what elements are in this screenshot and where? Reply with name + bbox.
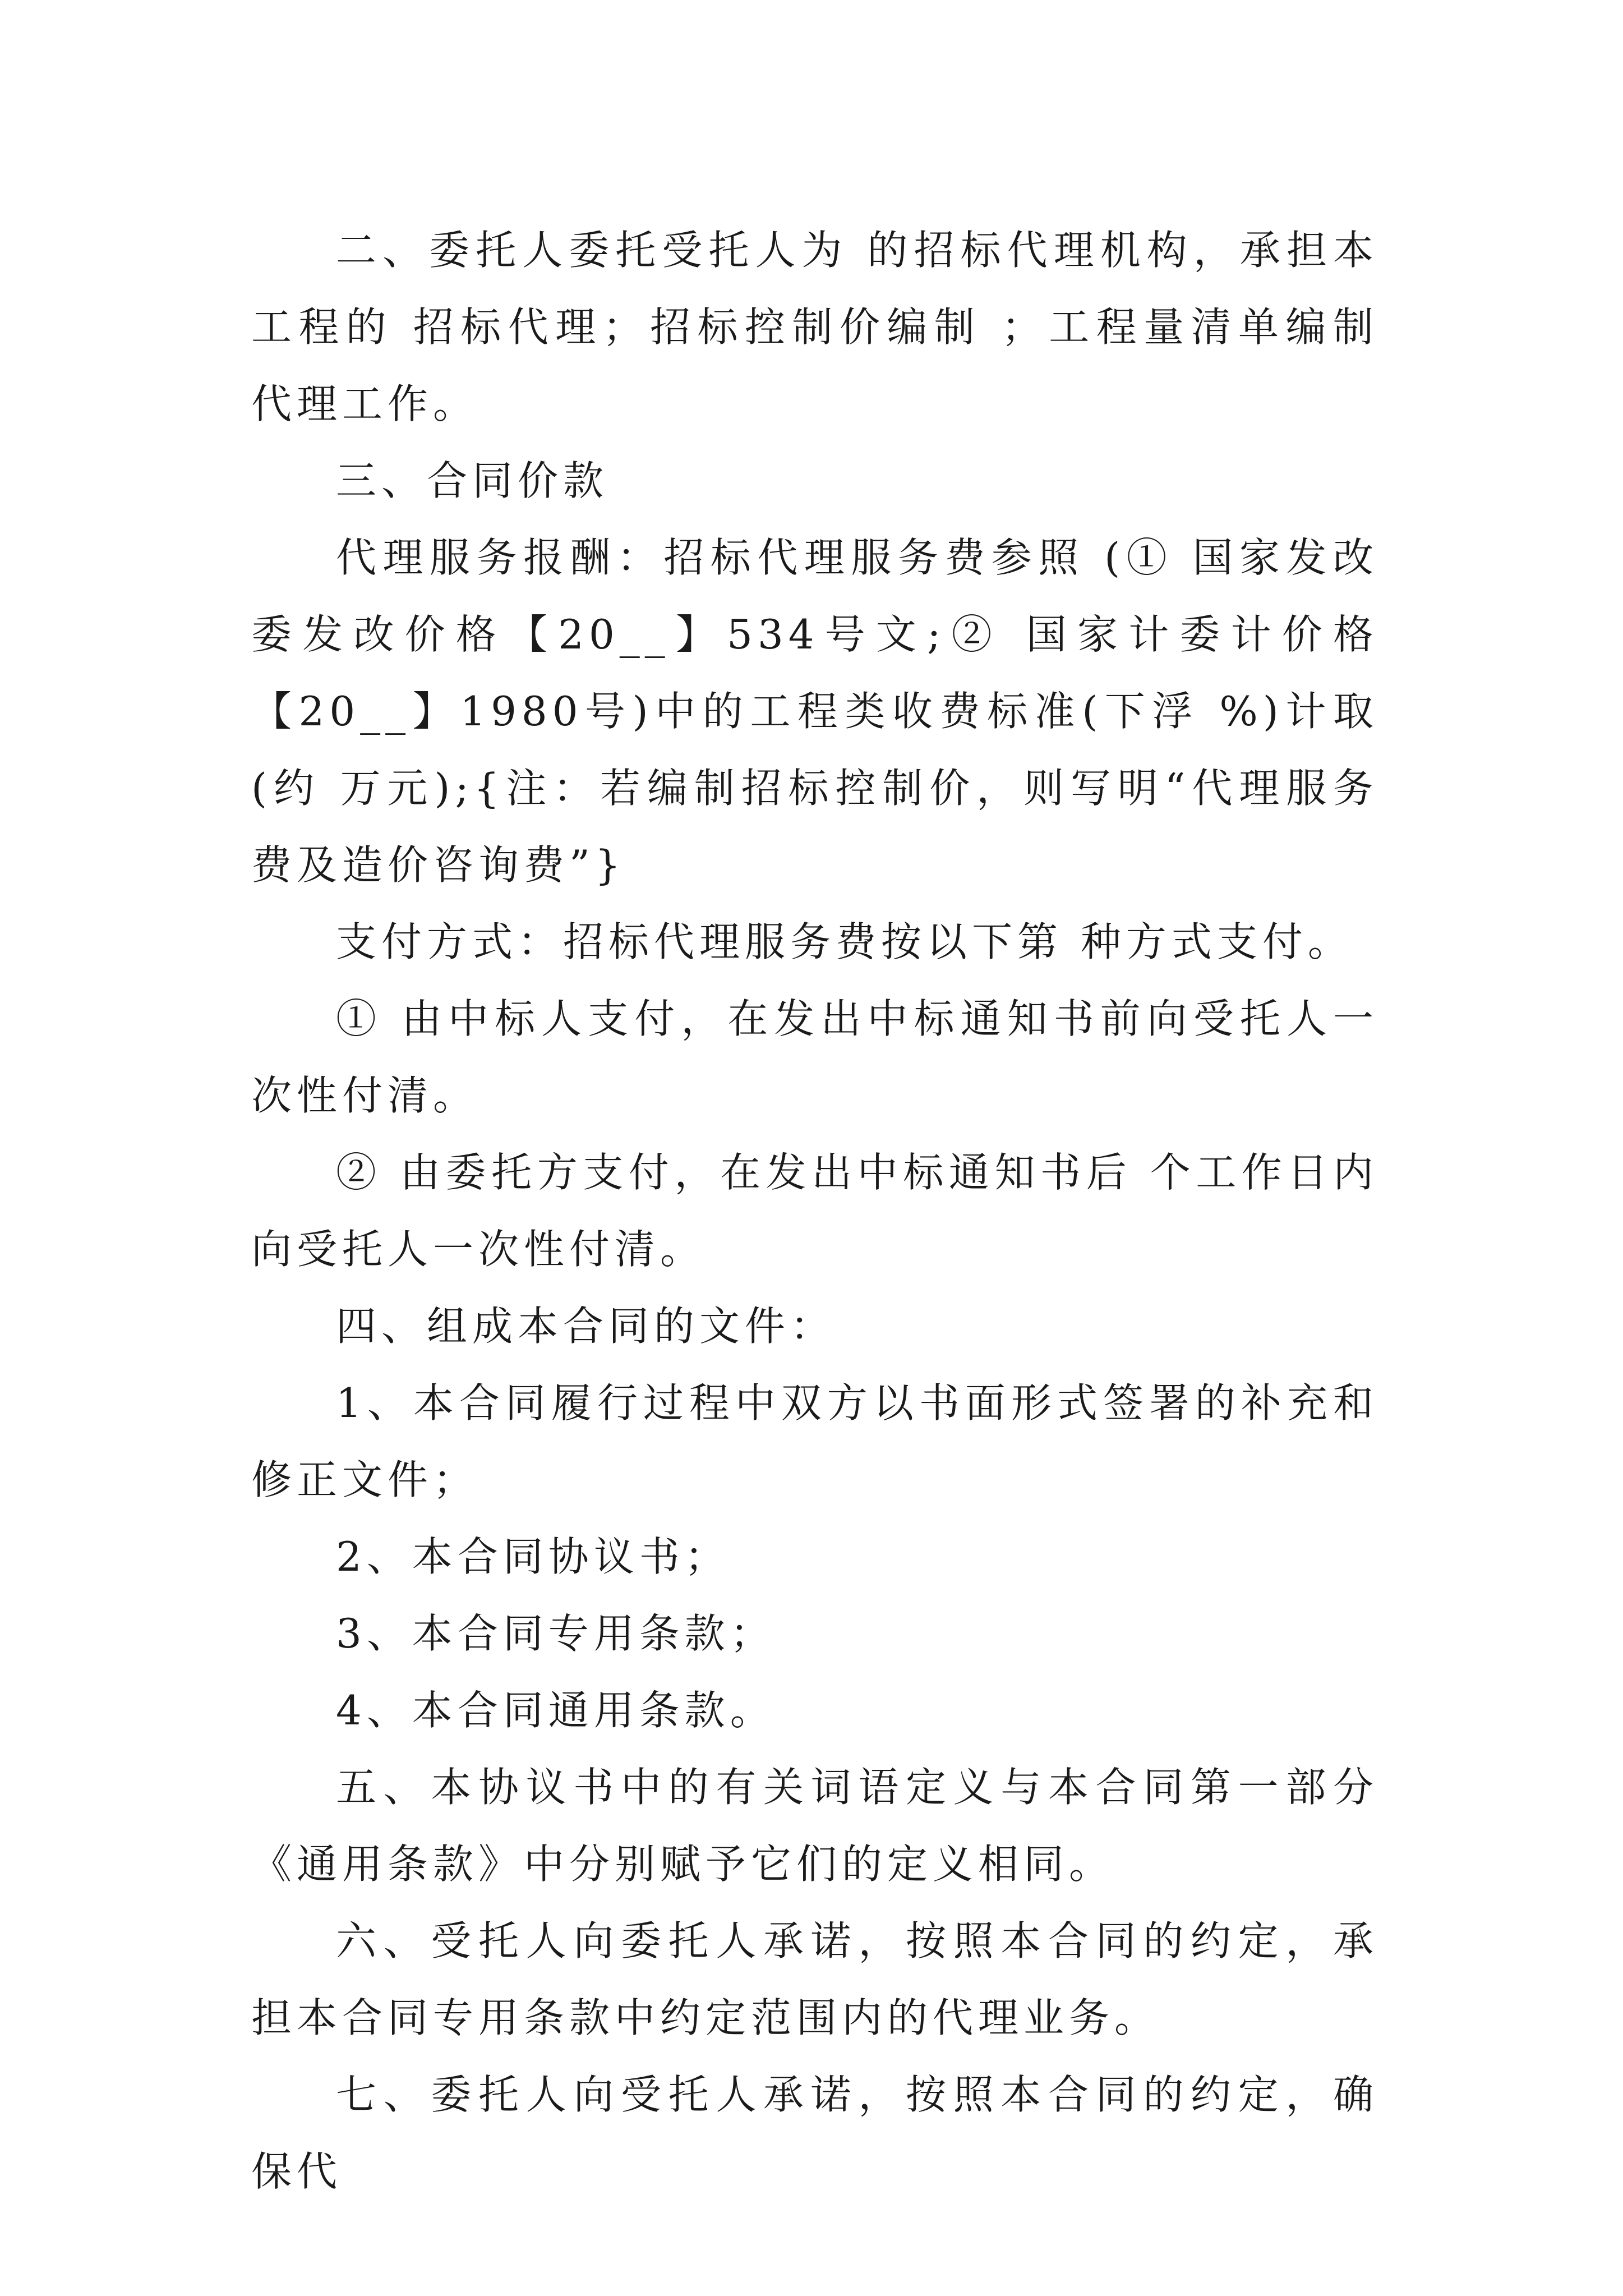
clause-two-paragraph: 二、委托人委托受托人为 的招标代理机构，承担本工程的 招标代理；招标控制价编制 ；工程量清单编制 代理工作。 bbox=[251, 227, 1378, 427]
payment-option-one: ① 由中标人支付，在发出中标通知书前向受托人一次性付清。 bbox=[251, 995, 1378, 1119]
clause-four-heading: 四、组成本合同的文件： bbox=[336, 1303, 836, 1350]
contract-document-item-3: 3、本合同专用条款； bbox=[336, 1610, 776, 1657]
payment-option-two: ② 由委托方支付，在发出中标通知书后 个工作日内向受托人一次性付清。 bbox=[251, 1149, 1378, 1273]
clause-three-heading: 三、合同价款 bbox=[336, 457, 609, 504]
payment-method-paragraph: 支付方式：招标代理服务费按以下第 种方式支付。 bbox=[336, 918, 1353, 965]
clause-five-paragraph: 五、本协议书中的有关词语定义与本合同第一部分《通用条款》中分别赋予它们的定义相同。 bbox=[251, 1764, 1378, 1888]
contract-document-item-4: 4、本合同通用条款。 bbox=[336, 1687, 776, 1734]
service-fee-paragraph: 代理服务报酬：招标代理服务费参照 (① 国家发改委发改价格【20__】534号文;② 国家计委计价格【20__】1980号)中的工程类收费标准(下浮 %)计取(约 万元);{注：若编制招标控制价，则写明“代理服务费及造价咨询费”} bbox=[251, 534, 1378, 889]
contract-document-item-1: 1、本合同履行过程中双方以书面形式签署的补充和修正文件； bbox=[251, 1379, 1378, 1503]
document-body bbox=[251, 212, 1378, 2210]
contract-document-item-2: 2、本合同协议书； bbox=[336, 1533, 730, 1580]
clause-six-paragraph: 六、受托人向委托人承诺，按照本合同的约定，承担本合同专用条款中约定范围内的代理业务。 bbox=[251, 1917, 1378, 2041]
clause-seven-paragraph: 七、委托人向受托人承诺，按照本合同的约定，确保代 bbox=[251, 2071, 1378, 2195]
